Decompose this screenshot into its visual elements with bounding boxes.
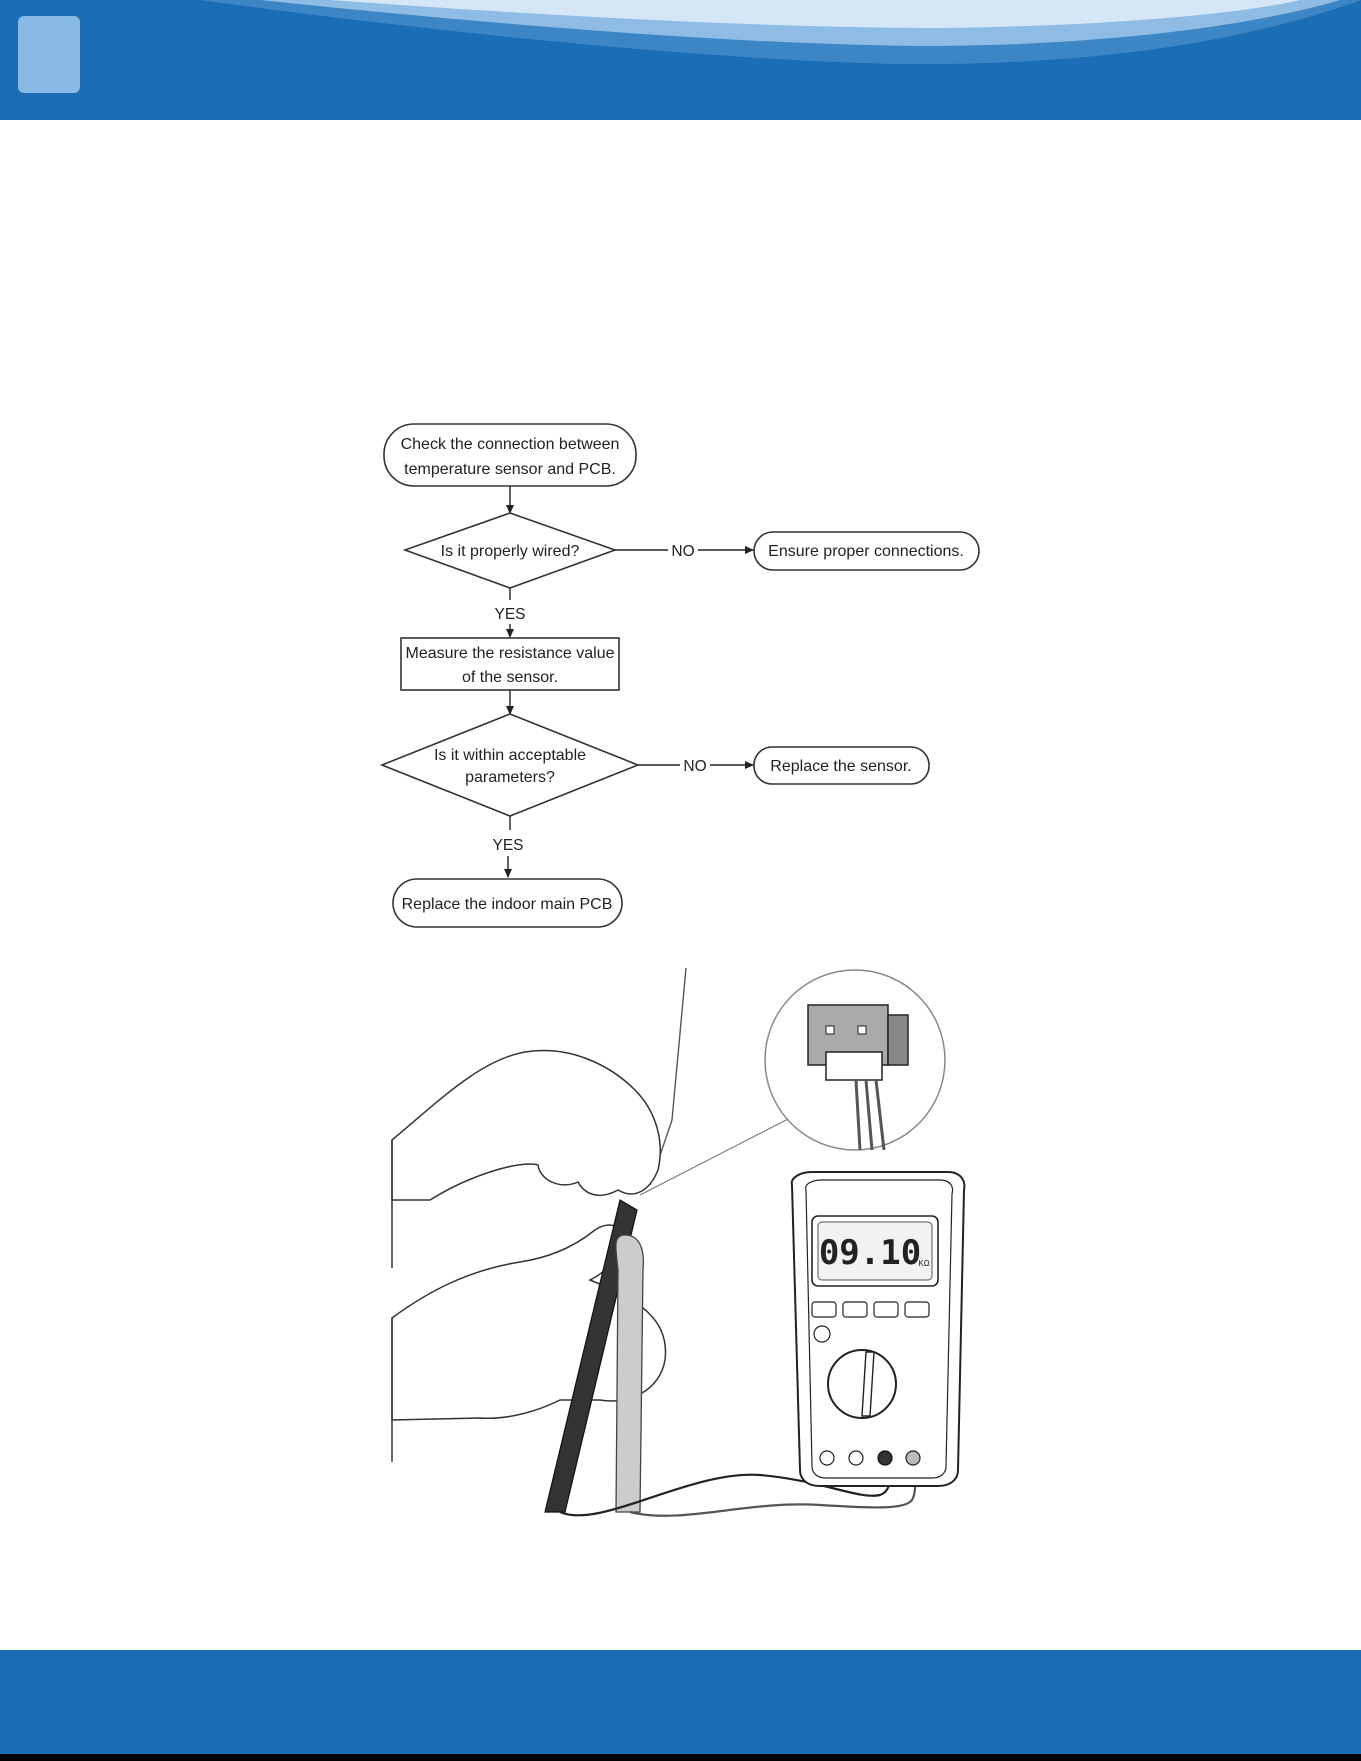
decision2-line2: parameters? [465,769,555,786]
decision2-no-label: NO [683,758,707,775]
multimeter-jack-3 [878,1451,892,1465]
replace-sensor-text: Replace the sensor. [770,758,912,775]
multimeter [792,1172,965,1486]
decision1-node [405,513,615,588]
decision1-no-label: NO [671,543,695,560]
decision2-yes-label: YES [492,837,524,854]
multimeter-jack-1 [820,1451,834,1465]
decision1-text: Is it properly wired? [440,543,580,560]
measure-line2: of the sensor. [461,669,559,686]
multimeter-reading: 09.10 [818,1233,922,1273]
end-node [393,879,622,927]
zoom-pointer-line [640,1118,790,1195]
multimeter-button-3 [874,1302,898,1317]
footer-strip [0,1754,1361,1761]
decision1-yes-label: YES [494,606,526,623]
multimeter-small-button [814,1326,830,1342]
decision2-line1: Is it within acceptable [433,747,587,764]
resistance-measurement-illustration [392,968,964,1516]
start-node [384,424,636,486]
decision2-node [382,714,638,816]
grey-probe [616,1235,644,1512]
start-node-line2: temperature sensor and PCB. [404,461,616,478]
start-node-line1: Check the connection between [400,436,620,453]
multimeter-button-4 [905,1302,929,1317]
measure-resistance-node [401,638,619,690]
multimeter-jack-4 [906,1451,920,1465]
multimeter-button-1 [812,1302,836,1317]
measure-line1: Measure the resistance value [405,645,615,662]
replace-sensor-node [754,747,929,784]
ensure-connections-text: Ensure proper connections. [768,543,964,560]
multimeter-jack-2 [849,1451,863,1465]
multimeter-unit: KΩ [918,1259,930,1268]
end-node-text: Replace the indoor main PCB [401,896,613,913]
multimeter-button-2 [843,1302,867,1317]
footer-band [0,1650,1361,1761]
upper-hand [392,1051,660,1200]
ensure-connections-node [754,532,979,570]
